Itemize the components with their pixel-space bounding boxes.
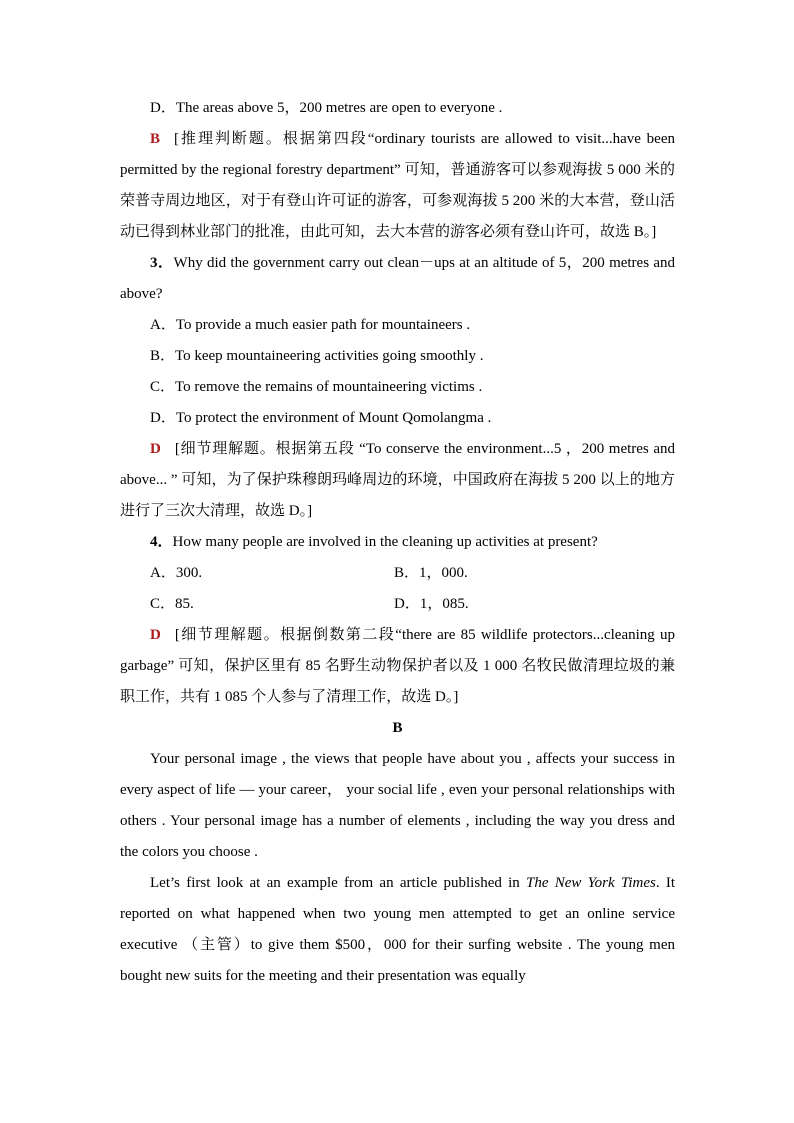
q3-question [120, 248, 675, 310]
q4-options-row-1 [120, 558, 675, 589]
q3-explanation: [细节理解题。根据第五段 “To conserve the environment...5 ，200 metres and above... ” 可知，为了保护珠穆朗玛峰周边的环境，中国政府在海拔 5 200 以上的地方进行了三次大清理，故选 D。] [120, 441, 675, 519]
passage-p2-rest: . It reported on what happened when two young men attempted to get an online service executive （主管）to give them $500，000 for their surfing website . The young men bought new suits for the meeting and their presentation was equally [120, 875, 676, 984]
q4-option-a: A．300. [150, 565, 203, 581]
q2-answer-letter: B [150, 131, 161, 147]
q4-option-b: B．1，000. [394, 565, 468, 581]
q3-question-text: Why did the government carry out clean－ups at an altitude of 5，200 metres and above? [120, 255, 675, 302]
q4-option-c: C．85. [150, 596, 194, 612]
q4-answer-letter: D [150, 627, 161, 643]
q3-number: 3． [150, 255, 174, 271]
q2-option-d: D．The areas above 5，200 metres are open to everyone . [150, 100, 503, 116]
q3-option-c: C．To remove the remains of mountaineering victims . [150, 379, 483, 395]
q4-explanation: [细节理解题。根据倒数第二段“there are 85 wildlife protectors...cleaning up garbage” 可知，保护区里有 85 名野生动物保护者以及 1 000 名牧民做清理垃圾的兼职工作，共有 1 085 个人参与了清理工作，故选 D。] [120, 627, 675, 705]
q4-option-d: D．1，085. [394, 596, 469, 612]
q4-options-row-2 [120, 589, 675, 620]
q3-answer-paragraph [120, 434, 675, 527]
section-heading: B [392, 720, 403, 736]
q4-answer-paragraph [120, 620, 675, 713]
passage-paragraph-2 [120, 868, 675, 992]
q3-option-a: A．To provide a much easier path for mountaineers . [150, 317, 471, 333]
q3-answer-letter: D [150, 441, 161, 457]
q4-question-text: How many people are involved in the cleaning up activities at present? [172, 534, 598, 550]
q4-question [120, 527, 675, 558]
q2-explanation: [推理判断题。根据第四段“ordinary tourists are allowed to visit...have been permitted by the regional forestry department” 可知，普通游客可以参观海拔 5 000 米的荣普寺周边地区，对于有登山许可证的游客，可参观海拔 5 200 米的大本营，登山活动已得到林业部门的批准，由此可知，去大本营的游客必须有登山许可，故选 B。] [120, 131, 675, 240]
passage-p2-start: Let’s first look at an example from an article published in [150, 875, 526, 891]
q3-option-d: D．To protect the environment of Mount Qomolangma . [150, 410, 492, 426]
passage-paragraph-1: Your personal image , the views that people have about you , affects your success in every aspect of life — your career， your social life , even your personal relationships with others . Your personal image has a number of elements , including the way you dress and the colors you choose . [120, 751, 675, 860]
q4-number: 4． [150, 534, 173, 550]
q3-option-b: B．To keep mountaineering activities going smoothly . [150, 348, 484, 364]
q2-answer-paragraph [120, 124, 675, 248]
newspaper-title: The New York Times [526, 875, 656, 891]
page-content [120, 93, 675, 992]
